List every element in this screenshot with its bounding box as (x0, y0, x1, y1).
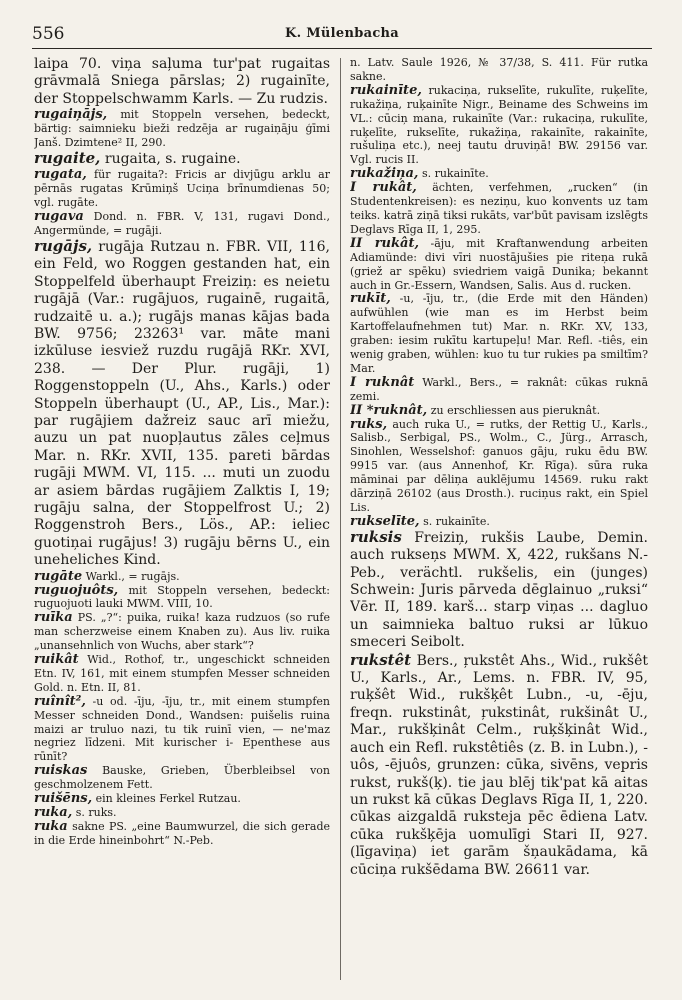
entry-text: zu erschliessen aus pieruknât. (427, 403, 601, 417)
entry-text: ein kleines Ferkel Rutzau. (92, 792, 241, 806)
dictionary-entry (34, 168, 330, 210)
left-column (34, 56, 330, 982)
dictionary-entry (350, 237, 648, 293)
entry-headword: rugaiņājs, (34, 107, 108, 123)
dictionary-entry (350, 418, 648, 515)
entry-text: PS. „?“: puika, ruika! kaza rudzuos (so rufe man scherzweise einem Knaben zu). Aus liv. ruika „unansehnlich von Wuchs, aber stark“? (34, 611, 330, 653)
entry-text: s. rukainīte. (418, 167, 489, 181)
dictionary-entry (34, 611, 330, 653)
right-column (350, 56, 648, 982)
entry-text: s. rukainīte. (419, 514, 490, 528)
entry-headword: ruka (34, 818, 68, 834)
dictionary-entry (34, 792, 330, 806)
dictionary-entry (350, 515, 648, 529)
dictionary-entry (34, 210, 330, 238)
entry-headword: ruiskas (34, 763, 88, 779)
entry-headword: ruînît², (34, 693, 86, 709)
dictionary-entry (34, 108, 330, 150)
dictionary-entry (34, 820, 330, 848)
dictionary-entry (34, 56, 330, 108)
entry-text: mit Stoppeln versehen, bedeckt, bärtig: saimnieku bieži redzēja ar rugaiņāju ģīmi Janš. Dzimtene² II, 290. (34, 108, 330, 150)
entry-text: rugaita, s. rugaine. (100, 150, 241, 167)
entry-text: für rugaita?: Fricis ar divjūgu arklu ar pērnās rugatas Krūmiņš Uciņa brīnumdienas 50; vgl. rugāte. (34, 168, 330, 210)
entry-text: mit Stoppeln versehen, bedeckt: ruguojuoti lauki MWM. VIII, 10. (34, 583, 330, 611)
entry-text: sakne PS. „eine Baumwurzel, die sich gerade in die Erde hineinbohrt“ N.-Peb. (34, 819, 330, 847)
page-number: 556 (32, 24, 65, 44)
dictionary-entry (34, 570, 330, 584)
dictionary-entry (34, 653, 330, 695)
entry-text: laipa 70. viņa saļuma tur'pat rugaitas grāvmalā Sniega pārslas; 2) rugainīte, der Stoppelschwamm Karls. — Zu rudzis. (34, 56, 330, 107)
entry-headword: rugata, (34, 167, 87, 183)
dictionary-entry (350, 652, 648, 879)
entry-text: rugāja Rutzau n. FBR. VII, 116, ein Feld, wo Roggen gestanden hat, ein Stoppelfeld überhaupt Freiziņ: es neietu rugājā (Var.: rugājuos, rugainē, rugaitā, rudzaitē u. a.); rugājs manas kājas bada BW. 9756; 23263¹ var. māte mani izkūluse iesviež ruzdu rugājā RKr. XVI, 238. — Der Plur. rugāji, 1) Roggenstoppeln (U., Ahs., Karls.) oder Stoppeln überhaupt (U., AP., Lis., Mar.): par rugājiem dažreiz sauc arī miežu, auzu un pat nuopļautus zāles ceļmus Mar. n. RKr. XVII, 135. pareti bārdas rugāji MWM. VI, 115. ... muti un zuodu ar asiem bārdas rugājiem Zalktis I, 19; rugāju salna, der Stoppelfrost U.; 2) Roggenstroh Bers., Lös., AP.: ieliec guotiņai rugājus! 3) rugāju bērns U., ein uneheliches Kind. (34, 238, 330, 569)
entry-text: auch ruka U., = rutks, der Rettig U., Karls., Salisb., Serbigal, PS., Wolm., C., Jürg., Arrasch, Sinohlen, Wesselshof: ganuos gāju, ruku ēdu BW. 9915 var. (aus Annenhof, Kr. Rīga). sūra ruka māminai par dēliņa auklējumu 14569. ruku rakt dārziņā 26102 (aus Drosth.). ruciņus rakt, ein Spiel Lis. (350, 417, 648, 514)
dictionary-entry (350, 404, 648, 418)
entry-text: n. Latv. Saule 1926, № 37/38, S. 411. Für rutka sakne. (350, 56, 648, 83)
entry-headword: rugāte (34, 568, 83, 584)
dictionary-entry (34, 584, 330, 612)
dictionary-entry (350, 84, 648, 167)
column-divider (340, 58, 341, 980)
dictionary-entry (34, 238, 330, 570)
entry-headword: ruka, (34, 805, 73, 820)
entry-text: Wid., Rothof, tr., ungeschickt schneiden Etn. IV, 161, mit einem stumpfen Messer schneiden Gold. n. Etn. II, 81. (34, 653, 330, 694)
page-header (32, 22, 652, 49)
entry-headword: rugaite, (34, 148, 101, 167)
entry-text: s. ruks. (72, 806, 117, 819)
entry-text: Bauske, Grieben, Überbleibsel von geschmolzenem Fett. (34, 764, 330, 792)
entry-headword: rugava (34, 209, 84, 225)
running-title: K. Mülenbacha (284, 26, 400, 41)
entry-headword: ruikât (34, 652, 79, 668)
entry-headword: rukainīte, (350, 82, 422, 98)
entry-text: Warkl., = rugājs. (82, 569, 180, 583)
entry-headword: rukažiņa, (350, 166, 419, 182)
entry-headword: I rukât, (350, 180, 417, 196)
entry-headword: rukselīte, (350, 513, 420, 529)
entry-text: Bers., ŗukstêt Ahs., Wid., rukšêt U., Karls., Ar., Lems. n. FBR. IV, 95, ruķšêt Wid., rukšķêt Lubn., -u, -ēju, freqn. rukstinât, ŗukstinât, rukšinât U., Mar., rukšķinât Celm., ruķšķinât Wid., auch ein Refl. rukstêtiês (z. B. in Lubn.), -uôs, -ējuôs, grunzen: cūka, sivēns, vepris rukst, rukš(ķ). tie jau blēj tik'pat kā aitas un rukst kā cūkas Deglavs Rīga II, 1, 220. cūkas aizgaldā ruksteja pēc ēdiena Latv. cūka rukšķēja uomulīgi Stari II, 927. (līgaviņa) iet garām šņaukādama, kā cūciņa rukšēdama BW. 26611 var. (350, 652, 648, 878)
dictionary-entry (350, 529, 648, 652)
entry-text: Dond. n. FBR. V, 131, rugavi Dond., Angermünde, = rugāji. (34, 210, 330, 237)
entry-text: -u, -īju, tr., (die Erde mit den Händen) aufwühlen (wie man es im Herbst beim Kartoffelaufnehmen tut) Mar. n. RKr. XV, 133, graben: iesim rukītu kartupeļu! Mar. Refl. -tiês, ein wenig graben, wühlen: kuo tu tur rukies pa smiltīm? Mar. (350, 292, 648, 375)
entry-text: Warkl., Bers., = raknât: cūkas ruknā zemi. (350, 375, 648, 403)
entry-headword: ruguojuôts, (34, 582, 119, 598)
dictionary-entry (350, 292, 648, 375)
entry-headword: ruišēns, (34, 791, 93, 807)
entry-text: ächten, verfehmen, „rucken“ (in Studentenkreisen): es neziņu, kuo konvents uz tam teiks. katrā ziņā tiksi rukāts, var'būt pavisam izslēgts Deglavs Rīga II, 1, 295. (350, 181, 648, 236)
entry-headword: I ruknât (350, 374, 415, 390)
entry-headword: rugājs, (34, 236, 93, 255)
entry-headword: ruksis (350, 527, 402, 546)
entry-headword: rukstêt (350, 650, 412, 669)
entry-text: -āju, mit Kraftanwendung arbeiten Adiamünde: divi vīri nuostājušies pie riteņa rukā (griež ar spēku) sviedriem vaigā Dunika; bekannt auch in Gr.-Essern, Wandsen, Salis. Aus d. rucken. (350, 236, 648, 292)
dictionary-entry (350, 376, 648, 404)
dictionary-entry (350, 167, 648, 181)
dictionary-entry (34, 764, 330, 792)
entry-headword: ruīka (34, 610, 73, 626)
entry-headword: II *ruknât, (350, 402, 428, 418)
dictionary-entry (34, 695, 330, 765)
dictionary-entry (34, 806, 330, 820)
entry-headword: II rukât, (350, 235, 419, 251)
entry-text: Freiziņ, rukšis Laube, Demin. auch rukseņs MWM. X, 422, rukšans N.-Peb., verächtl. rukšelis, ein (junges) Schwein: Juris pārveda dēglainuo „ruksi“ Vēr. II, 189. karš... starp viņas ... dagluo un saimnieka baltuo ruksi ar lūkuo smeceri Seibolt. (350, 529, 648, 651)
dictionary-entry (350, 181, 648, 237)
entry-headword: rukīt, (350, 291, 391, 307)
entry-text: rukaciņa, rukselīte, rukulīte, ruķelīte, rukažiņa, ruķainīte Nigr., Beiname des Schweins im VL.: cūciņ mana, rukainīte (Var.: rukaciņa, rukulīte, ruķelīte, rukselīte, rukažiņa, rakainīte, rakainīte, rušuliņa etc.), neej tautu druviņā! BW. 29156 var. Vgl. rucis II. (350, 83, 648, 167)
dictionary-entry (34, 150, 330, 168)
dictionary-entry (350, 56, 648, 84)
entry-headword: ruks, (350, 416, 388, 432)
entry-text: -u od. -īju, -īju, tr., mit einem stumpfen Messer schneiden Dond., Wandsen: puišelis ruina maizi ar truluo nazi, tu tik ruinī vien, — ne'maz negriez līdzeni. Mit kurischer i- Epenthese aus rūnīt? (34, 694, 330, 764)
